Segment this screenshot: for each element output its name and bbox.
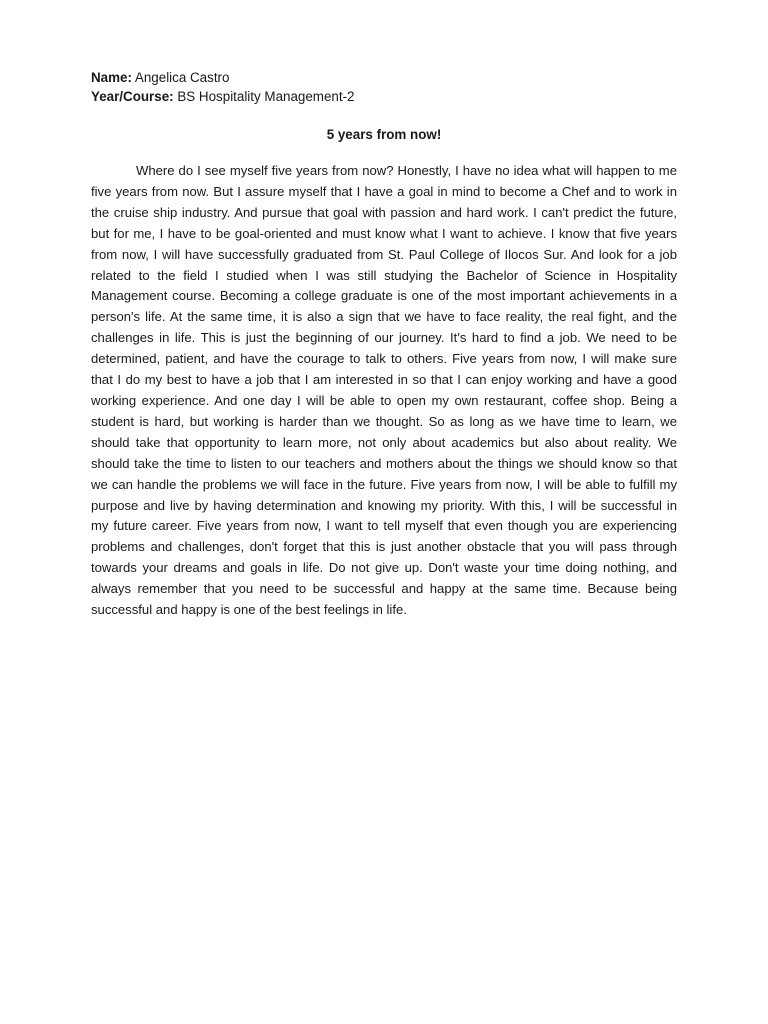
document-title: 5 years from now! xyxy=(326,127,442,142)
essay-paragraph: Where do I see myself five years from now? Honestly, I have no idea what will happen to me five years from now. But I assure myself that I have a goal in mind to become a Chef and to work in the cruise ship industry. And pursue that goal with passion and hard work. I can't predict the future, but for me, I have to be goal-oriented and must know what I want to achieve. I know that five years from now, I will have successfully graduated from St. Paul College of Ilocos Sur. And look for a job related to the field I studied when I was still studying the Bachelor of Science in Hospitality Management course. Becoming a college graduate is one of the most important achievements in a person's life. At the same time, it is also a sign that we have to face reality, the real fight, and the challenges in life. This is just the beginning of our journey. It's hard to find a job. We need to be determined, patient, and have the courage to talk to others. Five years from now, I will make sure that I do my best to have a job that I am interested in so that I can enjoy working and have a good working experience. And one day I will be able to open my own restaurant, coffee shop. Being a student is hard, but working is harder than we thought. So as long as we have time to learn, we should take that opportunity to learn more, not only about academics but also about reality. We should take the time to listen to our teachers and mothers about the things we should know so that we can handle the problems we will face in the future. Five years from now, I will be able to fulfill my purpose and live by having determination and knowing my priority. With this, I will be successful in my future career. Five years from now, I want to tell myself that even though you are experiencing problems and challenges, don't forget that this is just another obstacle that you will pass through towards your dreams and goals in life. Do not give up. Don't waste your time doing nothing, and always remember that you need to be successful and happy at the same time. Because being successful and happy is one of the best feelings in life. xyxy=(91,163,677,618)
course-label: Year/Course: xyxy=(91,89,174,104)
name-value: Angelica Castro xyxy=(131,70,230,85)
name-line xyxy=(91,68,681,87)
document-header xyxy=(91,68,681,106)
course-line xyxy=(91,87,681,106)
name-label: Name: xyxy=(91,70,132,85)
course-value: BS Hospitality Management-2 xyxy=(173,89,355,104)
